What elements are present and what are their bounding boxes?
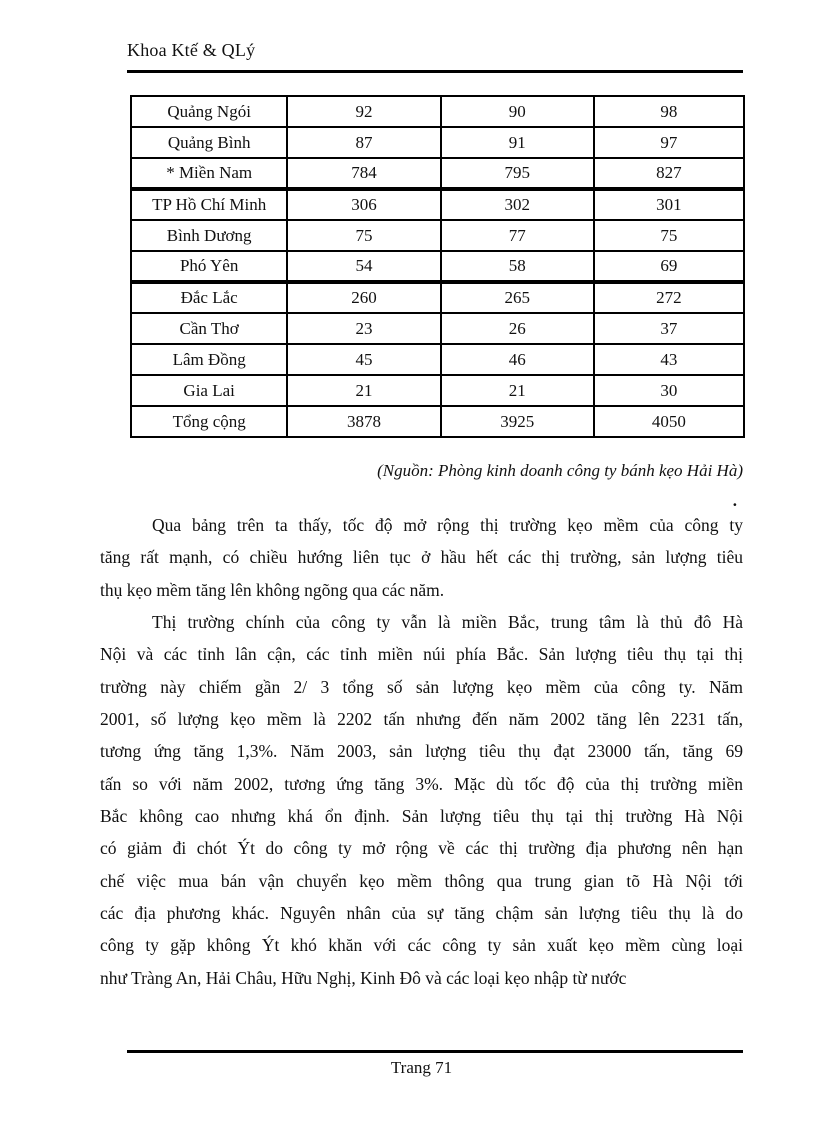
paragraph-line: Nội và các tỉnh lân cận, các tỉnh miền núi phía Bắc. Sản lượng tiêu thụ tại thị: [100, 644, 743, 665]
table-cell: 23: [287, 313, 440, 344]
table-cell: 98: [594, 96, 744, 127]
table-cell: 92: [287, 96, 440, 127]
table-cell: 827: [594, 158, 744, 189]
row-label: Phó Yên: [131, 251, 287, 282]
table-cell: 302: [441, 189, 594, 220]
table-row: [131, 375, 744, 406]
table-row: [131, 189, 744, 220]
paragraph-line: 2001, số lượng kẹo mềm là 2202 tấn nhưng đến năm 2002 tăng lên 2231 tấn,: [100, 708, 743, 729]
table-cell: 3878: [287, 406, 440, 437]
table-cell: 75: [287, 220, 440, 251]
table-cell: 3925: [441, 406, 594, 437]
paragraph-line: thụ kẹo mềm tăng lên không ngõng qua các năm.: [100, 579, 445, 600]
table-cell: 45: [287, 344, 440, 375]
table-cell: 90: [441, 96, 594, 127]
table-cell: 21: [287, 375, 440, 406]
row-label: Lâm Đồng: [131, 344, 287, 375]
table-cell: 4050: [594, 406, 744, 437]
table-row: [131, 96, 744, 127]
table-row: [131, 313, 744, 344]
table-cell: 43: [594, 344, 744, 375]
table-row-total: [131, 406, 744, 437]
table-cell: 301: [594, 189, 744, 220]
table-cell: 77: [441, 220, 594, 251]
paragraph-line: tăng rất mạnh, có chiều hướng liên tục ở hầu hết các thị trường, sản lượng tiêu: [100, 547, 743, 568]
table-cell: 26: [441, 313, 594, 344]
paragraph-line: Bắc không cao nhưng khá ổn định. Sản lượng tiêu thụ tại thị trường Hà Nội: [100, 805, 743, 826]
table-cell: 75: [594, 220, 744, 251]
sales-by-region-table: [130, 95, 745, 438]
table-cell: 306: [287, 189, 440, 220]
table-cell: 272: [594, 282, 744, 313]
paragraph-line: như Tràng An, Hải Châu, Hữu Nghị, Kinh Đô và các loại kẹo nhập từ nước: [100, 967, 627, 988]
table-cell: 37: [594, 313, 744, 344]
table-cell: 21: [441, 375, 594, 406]
paragraph-line: các địa phương khác. Nguyên nhân của sự tăng chậm sản lượng tiêu thụ là do: [100, 902, 743, 923]
row-label: Cần Thơ: [131, 313, 287, 344]
table-source-caption: (Nguồn: Phòng kinh doanh công ty bánh kẹo Hải Hà): [377, 461, 743, 480]
footer-rule: [127, 1050, 743, 1053]
stray-period: .: [732, 491, 737, 510]
table-cell: 97: [594, 127, 744, 158]
table-cell: 69: [594, 251, 744, 282]
row-label: Quảng Bình: [131, 127, 287, 158]
table-cell: 58: [441, 251, 594, 282]
row-label: * Miền Nam: [131, 158, 287, 189]
row-label: TP Hồ Chí Minh: [131, 189, 287, 220]
table-row: [131, 282, 744, 313]
table-row: [131, 344, 744, 375]
row-label: Quảng Ngói: [131, 96, 287, 127]
row-label: Gia Lai: [131, 375, 287, 406]
table-row: [131, 251, 744, 282]
paragraph-line: Qua bảng trên ta thấy, tốc độ mở rộng thị trường kẹo mềm của công ty: [152, 515, 743, 535]
table-cell: 784: [287, 158, 440, 189]
row-label: Tổng cộng: [131, 406, 287, 437]
table-cell: 54: [287, 251, 440, 282]
paragraph-line: công ty gặp không Ýt khó khăn với các công ty sản xuất kẹo mềm cùng loại: [100, 935, 743, 956]
header-rule: [127, 70, 743, 73]
table-row: [131, 220, 744, 251]
paragraph-line: tấn so với năm 2002, tương ứng tăng 3%. Mặc dù tốc độ của thị trường miền: [100, 773, 743, 794]
paragraph-line: Thị trường chính của công ty vẫn là miền Bắc, trung tâm là thủ đô Hà: [152, 612, 743, 632]
table-cell: 30: [594, 375, 744, 406]
row-label: Đắc Lắc: [131, 282, 287, 313]
page-number: Trang 71: [390, 1058, 453, 1077]
table-cell: 265: [441, 282, 594, 313]
table-cell: 87: [287, 127, 440, 158]
table-cell: 260: [287, 282, 440, 313]
table-row: [131, 158, 744, 189]
paragraph-line: có giảm đi chót Ýt do công ty mở rộng về các thị trường địa phương nên hạn: [100, 838, 743, 859]
paragraph-1: [100, 509, 743, 606]
paragraph-2: [100, 606, 743, 994]
table-cell: 795: [441, 158, 594, 189]
paragraph-line: tương ứng tăng 1,3%. Năm 2003, sản lượng tiêu thụ đạt 23000 tấn, tăng 69: [100, 741, 743, 762]
table-row: [131, 127, 744, 158]
page-header-title: Khoa Ktế & QLý: [127, 40, 256, 60]
row-label: Bình Dương: [131, 220, 287, 251]
table-cell: 91: [441, 127, 594, 158]
paragraph-line: trường này chiếm gần 2/ 3 tổng số sản lượng kẹo mềm của công ty. Năm: [100, 676, 743, 697]
paragraph-line: chế việc mua bán vận chuyển kẹo mềm thông qua trung gian tõ Hà Nội tới: [100, 870, 743, 891]
table-cell: 46: [441, 344, 594, 375]
